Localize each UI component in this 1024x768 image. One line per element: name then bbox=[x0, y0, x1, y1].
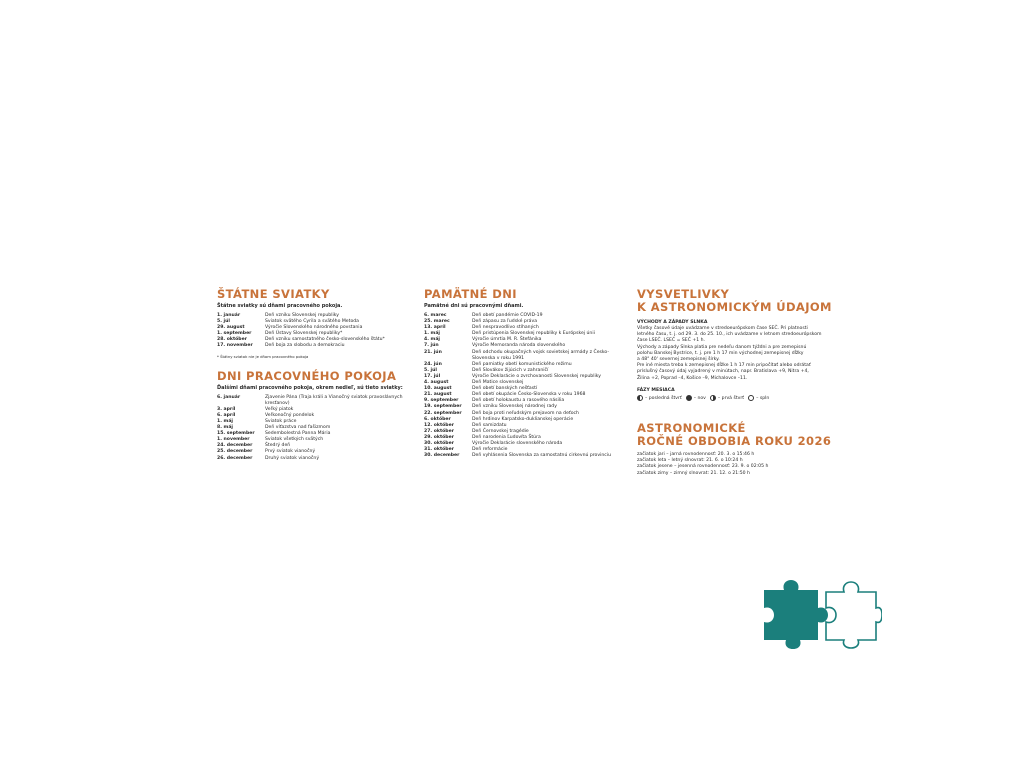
item-text: Sviatok práce bbox=[265, 418, 297, 424]
memorial-days-subtitle: Pamätné dni sú pracovnými dňami. bbox=[424, 303, 524, 309]
item-text: Výročie Deklarácie slovenského národa bbox=[472, 440, 563, 446]
item-date: 15. september bbox=[217, 431, 255, 437]
item-date: 1. september bbox=[217, 331, 252, 337]
item-date: 7. jún bbox=[424, 343, 439, 349]
state-holidays-subtitle: Štátne sviatky sú dňami pracovného pokoja. bbox=[217, 303, 343, 309]
item-date: 24. december bbox=[217, 443, 253, 449]
list-item bbox=[424, 350, 614, 362]
item-date: 30. október bbox=[424, 440, 454, 446]
item-date: 21. jún bbox=[424, 349, 442, 355]
sun-heading: VÝCHODY A ZÁPADY SLNKA bbox=[637, 320, 708, 325]
first-quarter-moon-icon bbox=[710, 395, 716, 401]
item-date: 4. august bbox=[424, 380, 449, 386]
item-text: Deň nespravodlivo stíhaných bbox=[472, 325, 539, 331]
item-text: Deň boja za slobodu a demokraciu bbox=[265, 343, 345, 349]
item-text: Sedembolestná Panna Mária bbox=[265, 431, 331, 437]
item-date: 19. september bbox=[424, 404, 462, 410]
item-text: Výročie úmrtia M. R. Štefánika bbox=[472, 337, 542, 343]
item-text: Deň vzniku Slovenskej národnej rady bbox=[472, 404, 557, 410]
item-date: 25. marec bbox=[424, 319, 450, 325]
phase-new bbox=[686, 395, 706, 402]
list-item bbox=[217, 343, 407, 349]
item-text: Deň Ústavy Slovenskej republiky* bbox=[265, 331, 343, 337]
item-text: Prvý sviatok vianočný bbox=[265, 449, 316, 455]
phase-label: – spln bbox=[756, 395, 770, 401]
item-text: Deň narodenia Ľudovíta Štúra bbox=[472, 434, 541, 440]
item-text: Sviatok svätého Cyrila a svätého Metoda bbox=[265, 319, 359, 325]
memorial-days-list bbox=[424, 313, 614, 459]
sun-explanation bbox=[637, 326, 837, 382]
explanations-title-line1: VYSVETLIVKY bbox=[637, 287, 730, 301]
item-text: Deň obetí okupácie Česko-Slovenska v roku 1968 bbox=[472, 392, 586, 398]
item-text: Deň vyhlásenia Slovenska za samostatnú cirkevnú provinciu bbox=[472, 453, 611, 459]
sun-explanation-line: letného času, t. j. od 29. 3. do 25. 10., ich uvádzame v letnom stredoeurópskom bbox=[637, 332, 822, 338]
item-date: 29. august bbox=[217, 325, 245, 331]
list-item bbox=[424, 453, 614, 459]
item-text: Deň odchodu okupačných vojsk sovietskej armády z Česko-Slovenska v roku 1991 bbox=[472, 349, 609, 361]
item-date: 21. august bbox=[424, 392, 452, 398]
item-date: 22. september bbox=[424, 410, 462, 416]
white-puzzle-piece bbox=[826, 582, 882, 648]
astro-period-item: začiatok zimy – zimný slnovrat: 21. 12. o 21:50 h bbox=[637, 470, 750, 476]
item-date: 6. január bbox=[217, 394, 241, 400]
item-date: 24. jún bbox=[424, 361, 442, 367]
last-quarter-moon-icon bbox=[637, 395, 643, 401]
item-text: Sviatok všetkých svätých bbox=[265, 437, 324, 443]
item-date: 1. máj bbox=[424, 331, 441, 337]
item-text: Zjavenie Pána (Traja králi a Vianočný sviatok pravoslávnych kresťanov) bbox=[265, 394, 403, 406]
phase-label: – posledná štvrť bbox=[645, 395, 682, 401]
item-date: 8. máj bbox=[217, 425, 234, 431]
middle-column bbox=[424, 288, 614, 459]
puzzle-pieces-icon bbox=[760, 578, 882, 650]
right-column bbox=[637, 288, 837, 477]
sun-explanation-line: Všetky časové údaje uvádzame v stredoeurópskom čase SEČ. Pri platnosti bbox=[637, 326, 808, 331]
rest-days-list bbox=[217, 395, 407, 462]
item-date: 17. november bbox=[217, 343, 253, 349]
item-text: Deň vzniku Slovenskej republiky bbox=[265, 313, 339, 318]
moon-phases bbox=[637, 395, 837, 402]
item-date: 12. október bbox=[424, 422, 454, 428]
item-date: 1. január bbox=[217, 313, 241, 318]
sun-explanation-line: Pre iné miesta treba k zemepisnej dĺžke 1 h 17 min pripočítať alebo odrátať bbox=[637, 363, 811, 369]
item-text: Deň pristúpenia Slovenskej republiky k Európskej únii bbox=[472, 331, 595, 337]
item-text: Deň víťazstva nad fašizmom bbox=[265, 425, 331, 431]
item-text: Deň zápasu za ľudské práva bbox=[472, 319, 538, 325]
item-text: Výročie Memoranda národa slovenského bbox=[472, 343, 566, 349]
astro-period-item: začiatok jari – jarná rovnodennosť: 20. 3. o 15:46 h bbox=[637, 451, 755, 457]
item-date: 10. august bbox=[424, 386, 452, 392]
astro-period-item: začiatok leta – letný slnovrat: 21. 6. o 10:24 h bbox=[637, 458, 743, 464]
item-date: 3. apríl bbox=[217, 406, 236, 412]
item-date: 4. máj bbox=[424, 337, 441, 343]
item-date: 31. október bbox=[424, 447, 454, 453]
item-date: 1. máj bbox=[217, 418, 234, 424]
item-date: 27. október bbox=[424, 428, 454, 434]
item-text: Veľkonočný pondelok bbox=[265, 412, 315, 418]
item-text: Druhý sviatok vianočný bbox=[265, 455, 320, 461]
sun-explanation-line: príslušný časový údaj vyjadrený v minútach, napr. Bratislava +9, Nitra +4, bbox=[637, 369, 809, 375]
item-date: 30. december bbox=[424, 453, 460, 459]
item-text: Deň Matice slovenskej bbox=[472, 380, 524, 386]
item-date: 25. december bbox=[217, 449, 253, 455]
list-item bbox=[217, 456, 407, 462]
item-text: Deň samizdatu bbox=[472, 422, 507, 428]
item-text: Deň vzniku samostatného česko-slovenského štátu* bbox=[265, 337, 385, 343]
item-date: 28. október bbox=[217, 337, 247, 343]
sun-explanation-line: čase LSEČ. LSEČ = SEČ +1 h. bbox=[637, 338, 705, 344]
full-moon-icon bbox=[748, 395, 754, 401]
astro-periods-list bbox=[637, 452, 837, 477]
phase-full bbox=[748, 395, 769, 402]
item-text: Výročie Deklarácie o zvrchovanosti Slovenskej republiky bbox=[472, 373, 601, 379]
item-date: 6. marec bbox=[424, 313, 447, 318]
item-text: Deň hrdinov Karpatsko-duklianskej operácie bbox=[472, 416, 574, 422]
astro-periods-title-line1: ASTRONOMICKÉ bbox=[637, 420, 746, 435]
item-text: Veľký piatok bbox=[265, 406, 294, 412]
item-date: 6. október bbox=[424, 416, 451, 422]
item-date: 6. apríl bbox=[217, 412, 236, 418]
state-holidays-note: * Štátny sviatok nie je dňom pracovného pokoja bbox=[217, 353, 309, 359]
sun-explanation-line: a 48° 40' severnej zemepisnej šírky. bbox=[637, 357, 720, 363]
item-text: Deň boja proti neľudským prejavom na deťoch bbox=[472, 410, 579, 416]
list-item bbox=[217, 395, 407, 407]
phase-label: – nov bbox=[693, 395, 706, 401]
item-text: Deň reformácie bbox=[472, 447, 508, 453]
astro-period-item: začiatok jesene – jesenná rovnodennosť: 23. 9. o 02:05 h bbox=[637, 464, 769, 470]
phase-label: – prvá štvrť bbox=[717, 395, 745, 401]
item-date: 17. júl bbox=[424, 373, 441, 379]
item-text: Deň obetí banských nešťastí bbox=[472, 386, 538, 392]
state-holidays-list bbox=[217, 313, 407, 350]
item-text: Štedrý deň bbox=[265, 443, 291, 449]
item-text: Deň obetí pandémie COVID-19 bbox=[472, 313, 543, 318]
phase-last-quarter bbox=[637, 395, 682, 402]
sun-explanation-line: Žilina +2, Poprad –4, Košice –9, Michalovce –11. bbox=[637, 375, 748, 381]
item-date: 5. júl bbox=[424, 367, 437, 373]
item-text: Deň pamiatky obetí komunistického režimu bbox=[472, 361, 572, 367]
item-date: 5. júl bbox=[217, 319, 230, 325]
item-text: Výročie Slovenského národného povstania bbox=[265, 325, 363, 331]
rest-days-subtitle: Ďalšími dňami pracovného pokoja, okrem nedieľ, sú tieto sviatky: bbox=[217, 384, 403, 391]
moon-phases-heading: FÁZY MESIACA bbox=[637, 387, 675, 393]
new-moon-icon bbox=[686, 395, 692, 401]
state-holidays-title: ŠTÁTNE SVIATKY bbox=[217, 287, 330, 301]
item-text: Deň obetí holokaustu a rasového násilia bbox=[472, 398, 565, 404]
item-date: 9. september bbox=[424, 398, 459, 404]
astro-periods-title-line2: ROČNÉ OBDOBIA ROKU 2026 bbox=[637, 433, 832, 448]
left-column bbox=[217, 288, 407, 462]
item-text: Deň Slovákov žijúcich v zahraničí bbox=[472, 367, 549, 373]
teal-puzzle-piece bbox=[764, 580, 828, 649]
item-date: 1. november bbox=[217, 437, 250, 443]
item-date: 26. december bbox=[217, 455, 253, 461]
memorial-days-title: PAMÄTNÉ DNI bbox=[424, 287, 517, 301]
item-date: 29. október bbox=[424, 434, 454, 440]
explanations-title-line2: K ASTRONOMICKÝM ÚDAJOM bbox=[637, 300, 832, 314]
sun-explanation-line: polohu Banskej Bystrice, t. j. pre 1 h 17 min východnej zemepisnej dĺžky bbox=[637, 350, 804, 356]
item-text: Deň Černovskej tragédie bbox=[472, 428, 529, 434]
item-date: 13. apríl bbox=[424, 325, 446, 331]
sun-explanation-line: Východy a západy Slnka platia pre nedeľu danom týždni a pre zemepisnú bbox=[637, 344, 807, 350]
rest-days-title: DNI PRACOVNÉHO POKOJA bbox=[217, 368, 397, 383]
phase-first-quarter bbox=[710, 395, 744, 402]
